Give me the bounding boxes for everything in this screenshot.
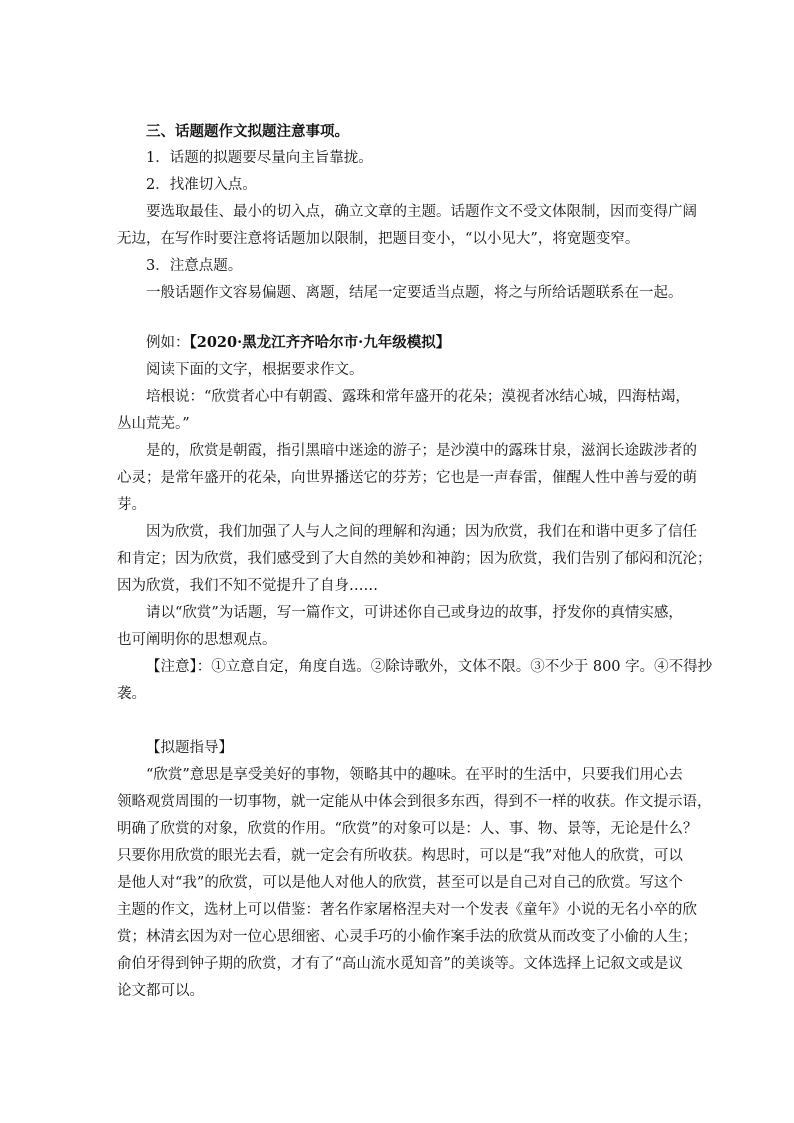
note-line-1: 【注意】：①立意自定，角度自选。②除诗歌外，文体不限。③不少于 800 字。④不得抄: [146, 659, 713, 675]
item-3: 3．注意点题。: [146, 258, 243, 274]
guide-line-6: 主题的作文，选材上可以借鉴：著名作家屠格涅夫对一个发表《童年》小说的无名小卒的欣: [117, 902, 697, 918]
task-line-1: 请以“欣赏”为话题，写一篇作文，可讲述你自己或身边的故事，抒发你的真情实感，: [146, 605, 683, 621]
example-instruction: 阅读下面的文字，根据要求作文。: [146, 362, 364, 378]
guide-heading: 【拟题指导】: [146, 740, 233, 756]
guide-line-9: 论文都可以。: [117, 983, 204, 999]
note-line-2: 袭。: [117, 686, 146, 702]
task-line-2: 也可阐明你的思想观点。: [117, 632, 277, 648]
guide-line-5: 是他人对“我”的欣赏，可以是他人对他人的欣赏，甚至可以是自己对自己的欣赏。写这个: [117, 875, 683, 891]
item-2: 2．找准切入点。: [146, 177, 257, 193]
guide-line-8: 俞伯牙得到钟子期的欣赏，才有了“高山流水觅知音”的美谈等。文体选择上记叙文或是议: [117, 956, 683, 972]
example-prefix: 例如：: [146, 335, 190, 351]
item-2-body-line-2: 无边，在写作时要注意将话题加以限制，把题目变小，“以小见大”，将宽题变窄。: [117, 231, 640, 247]
item-3-body: 一般话题作文容易偏题、离题，结尾一定要适当点题，将之与所给话题联系在一起。: [146, 285, 683, 301]
guide-line-1: “欣赏”意思是享受美好的事物，领略其中的趣味。在平时的生活中，只要我们用心去: [146, 767, 683, 783]
example-source: 【2020·黑龙江齐齐哈尔市·九年级模拟】: [189, 334, 451, 351]
guide-line-4: 只要你用欣赏的眼光去看，就一定会有所收获。构思时，可以是“我”对他人的欣赏，可以: [117, 848, 683, 864]
bacon-quote-line-2: 丛山荒芜。”: [117, 416, 190, 432]
example-source-line: [117, 329, 679, 357]
guide-line-2: 领略观赏周围的一切事物，就一定能从中体会到很多东西，得到不一样的收获。作文提示语，: [117, 794, 712, 810]
item-1: 1．话题的拟题要尽量向主旨靠拢。: [146, 150, 373, 166]
para2-line-3: 因为欣赏，我们不知不觉提升了自身……: [117, 578, 378, 594]
para2-line-1: 因为欣赏，我们加强了人与人之间的理解和沟通；因为欣赏，我们在和谐中更多了信任: [146, 524, 697, 540]
bacon-quote-line-1: 培根说：“欣赏者心中有朝霞、露珠和常年盛开的花朵；漠视者冰结心城，四海枯竭，: [146, 389, 690, 405]
para1-line-1: 是的，欣赏是朝霞，指引黑暗中迷途的游子；是沙漠中的露珠甘泉，滋润长途跋涉者的: [146, 443, 697, 459]
guide-line-3: 明确了欣赏的对象，欣赏的作用。“欣赏”的对象可以是：人、事、物、景等，无论是什么？: [117, 821, 698, 837]
guide-line-7: 赏；林清玄因为对一位心思细密、心灵手巧的小偷作案手法的欣赏从而改变了小偷的人生；: [117, 929, 697, 945]
document-page: [117, 118, 713, 1005]
para1-line-2: 心灵；是常年盛开的花朵，向世界播送它的芬芳；它也是一声春雷，催醒人性中善与爱的萌: [117, 470, 697, 486]
section-heading: 三、话题题作文拟题注意事项。: [146, 123, 349, 140]
spacer: [117, 307, 679, 329]
para1-line-3: 芽。: [117, 497, 146, 513]
para2-line-2: 和肯定；因为欣赏，我们感受到了大自然的美妙和神韵；因为欣赏，我们告别了郁闷和沉沦；: [117, 551, 712, 567]
spacer: [117, 708, 679, 735]
item-2-body-line-1: 要选取最佳、最小的切入点，确立文章的主题。话题作文不受文体限制，因而变得广阔: [146, 204, 697, 220]
